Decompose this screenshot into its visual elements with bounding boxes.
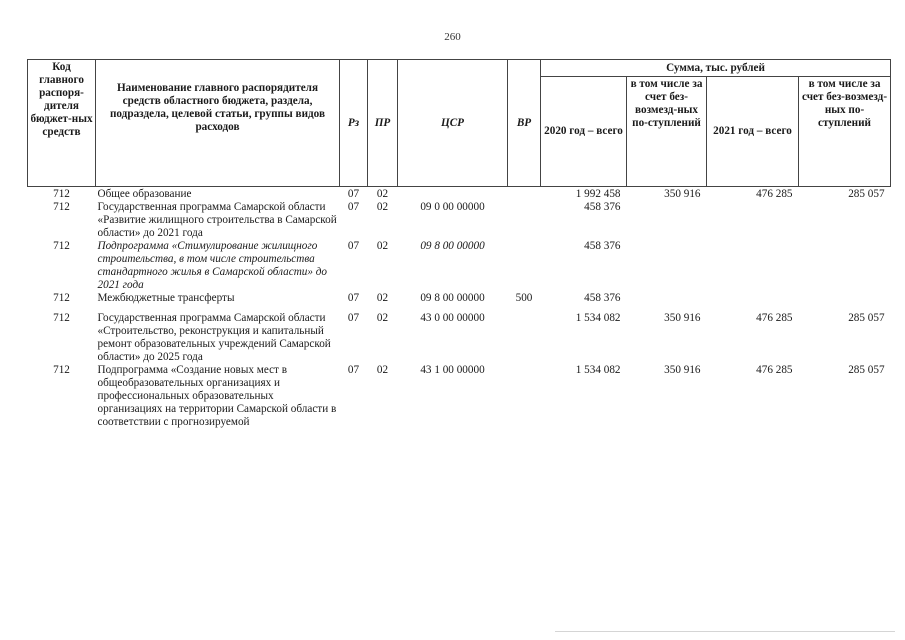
row-2021-free [799,292,891,305]
row-pr: 02 [376,364,389,376]
row-vr [508,240,541,292]
row-csr: 09 0 00 00000 [420,201,485,213]
row-2020-free: 350 916 [664,188,701,200]
header-2020-total: 2020 год – всего [541,77,627,187]
table-row [28,292,891,305]
row-rz: 07 [347,364,360,376]
row-2020-free: 350 916 [664,312,701,324]
row-2021-free [799,201,891,240]
table-header-row [28,60,891,77]
table-row [28,364,891,429]
row-csr: 43 0 00 00000 [420,312,485,324]
row-2021-total [707,292,799,305]
row-2020-total: 458 376 [584,240,621,252]
table-row [28,305,891,364]
row-code: 712 [53,188,70,200]
row-2021-free [799,240,891,292]
row-code: 712 [53,312,70,324]
page-edge-line [555,631,895,632]
header-2021-total: 2021 год – всего [707,77,799,187]
row-csr: 09 8 00 00000 [420,292,485,304]
row-2020-free [627,292,707,305]
table-row [28,187,891,202]
row-name: Межбюджетные трансферты [97,292,235,304]
header-2021-free: в том числе за счет без-возмезд-ных по-ступлений [799,77,891,187]
header-name: Наименование главного распорядителя средств областного бюджета, раздела, подраздела, целевой статьи, группы видов расходов [96,60,340,187]
row-name: Общее образование [97,188,192,200]
header-code: Код главного распоря-дителя бюджет-ных средств [28,60,96,187]
row-name: Государственная программа Самарской области «Строительство, реконструкция и капитальный ремонт образовательных учреждений Самарской области» до 2025 года [97,312,331,363]
row-2020-free [627,240,707,292]
row-2020-total: 1 534 082 [575,312,621,324]
row-vr: 500 [515,292,533,304]
row-pr: 02 [376,240,389,252]
row-name: Подпрограмма «Создание новых мест в общеобразовательных организациях и профессиональных образовательных организациях на территории Самарской области в соответствии с прогнозируемой [97,364,337,428]
header-vr: ВР [508,60,541,187]
row-2021-total [707,240,799,292]
row-2021-free: 285 057 [848,364,885,376]
row-rz: 07 [347,240,360,252]
header-2020-free: в том числе за счет без-возмезд-ных по-ступлений [627,77,707,187]
row-name: Подпрограмма «Стимулирование жилищного строительства, в том числе строительства стандартного жилья в Самарской области» до 2021 года [97,240,328,291]
header-csr: ЦСР [398,60,508,187]
row-2020-free: 350 916 [664,364,701,376]
row-2020-total: 458 376 [584,201,621,213]
row-vr [508,187,541,202]
header-pr: ПР [368,60,398,187]
row-csr: 09 8 00 00000 [420,240,485,252]
row-csr [398,187,508,202]
row-pr: 02 [376,188,389,200]
row-2020-total: 1 992 458 [575,188,621,200]
row-2020-total: 458 376 [584,292,621,304]
row-code: 712 [53,364,70,376]
row-2020-free [627,201,707,240]
row-2021-total: 476 285 [756,364,793,376]
row-pr: 02 [376,201,389,213]
row-vr [508,305,541,364]
row-csr: 43 1 00 00000 [420,364,485,376]
table-row [28,201,891,240]
row-2021-free: 285 057 [848,312,885,324]
header-sum: Сумма, тыс. рублей [541,60,891,77]
row-2021-total [707,201,799,240]
header-rz: Рз [340,60,368,187]
row-code: 712 [53,201,70,213]
row-2020-total: 1 534 082 [575,364,621,376]
budget-table [27,59,891,429]
row-pr: 02 [376,312,389,324]
row-rz: 07 [347,201,360,213]
row-2021-free: 285 057 [848,188,885,200]
row-code: 712 [53,292,70,304]
row-2021-total: 476 285 [756,312,793,324]
row-rz: 07 [347,312,360,324]
row-vr [508,364,541,429]
row-code: 712 [53,240,70,252]
page-number: 260 [444,31,461,43]
row-rz: 07 [347,292,360,304]
row-name: Государственная программа Самарской области «Развитие жилищного строительства в Самарской области» до 2021 года [97,201,337,239]
row-rz: 07 [347,188,360,200]
row-2021-total: 476 285 [756,188,793,200]
row-pr: 02 [376,292,389,304]
table-row [28,240,891,292]
row-vr [508,201,541,240]
